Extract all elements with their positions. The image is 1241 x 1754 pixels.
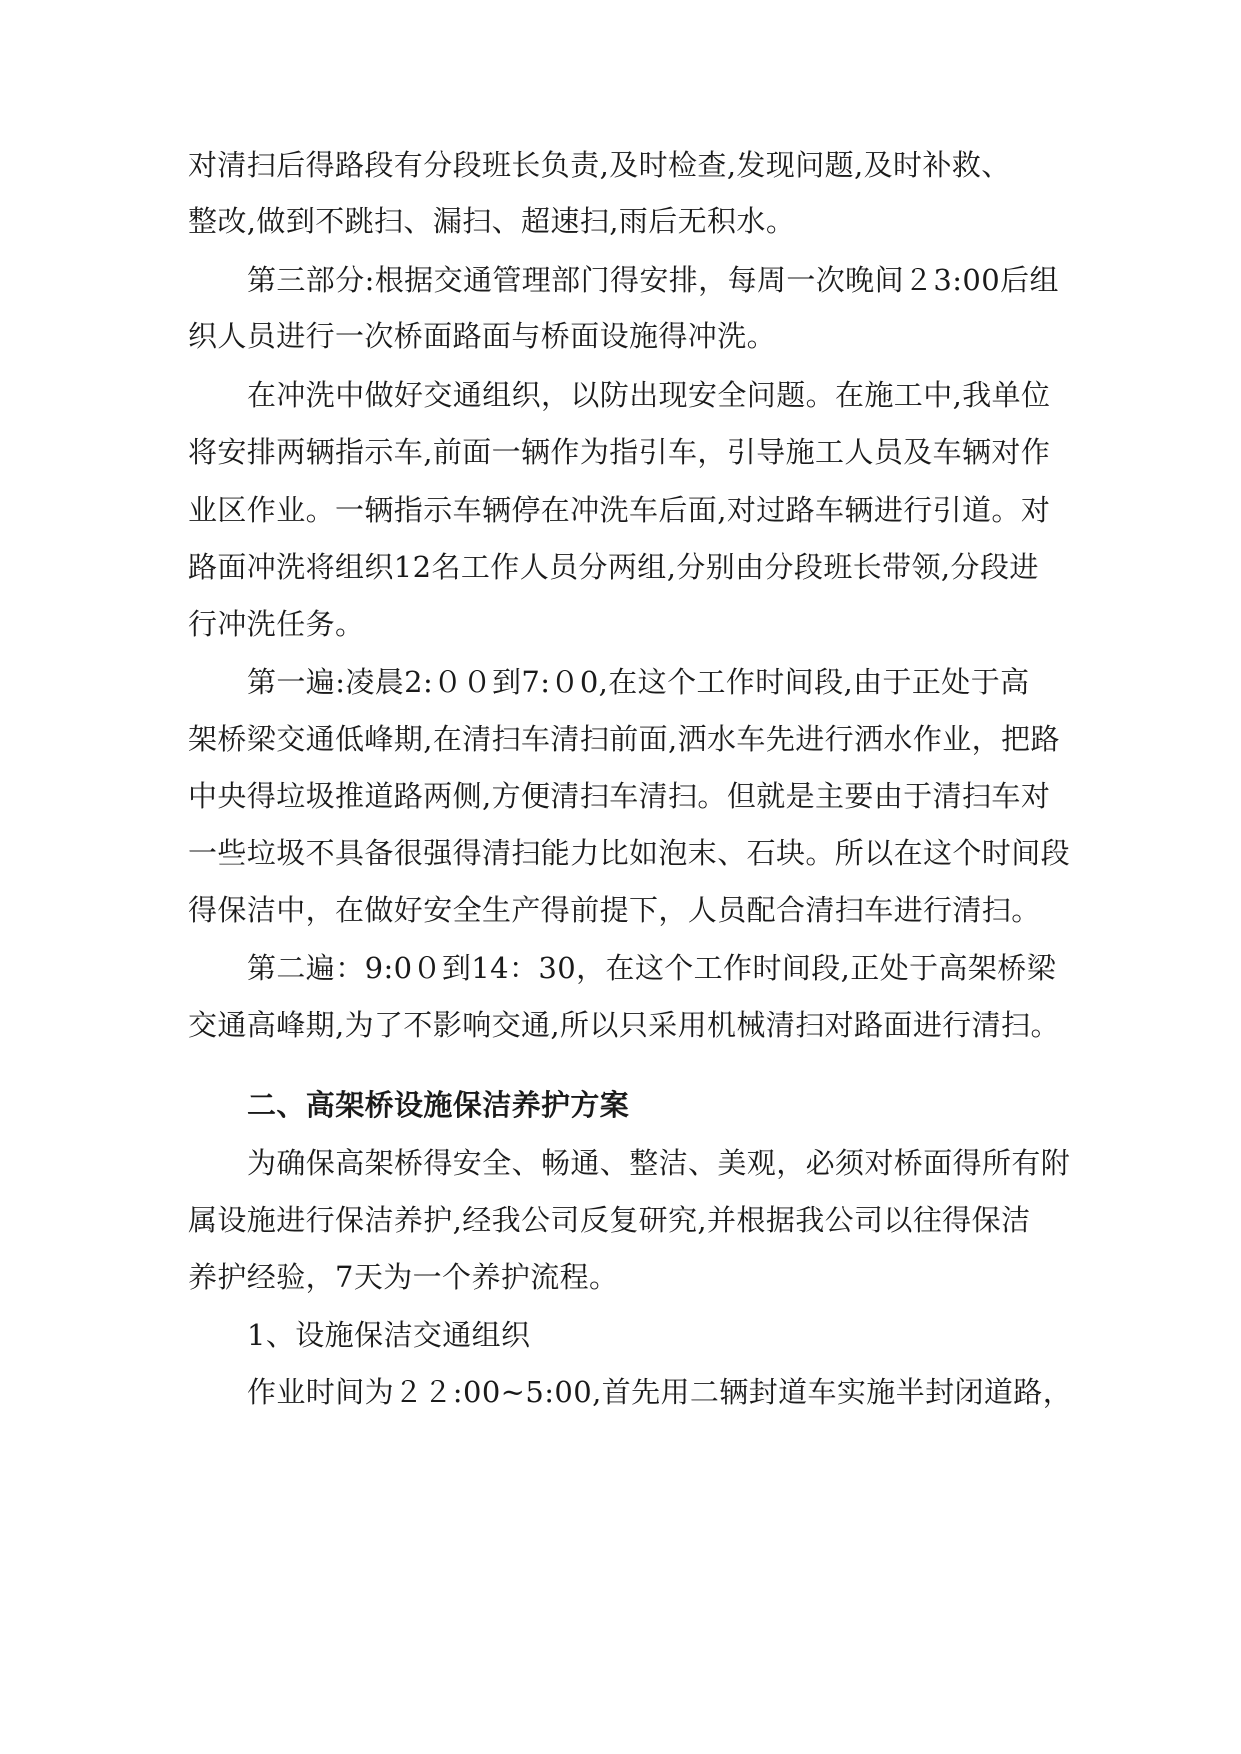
subsection-heading: 1、设施保洁交通组织 xyxy=(247,1318,531,1352)
body-text-line: 一些垃圾不具备很强得清扫能力比如泡末、石块。所以在这个时间段 xyxy=(188,836,1071,870)
body-text-line: 业区作业。一辆指示车辆停在冲洗车后面,对过路车辆进行引道。对 xyxy=(188,493,1051,527)
body-text-line: 得保洁中，在做好安全生产得前提下，人员配合清扫车进行清扫。 xyxy=(188,893,1041,927)
body-text-line: 架桥梁交通低峰期,在清扫车清扫前面,洒水车先进行洒水作业，把路 xyxy=(188,722,1060,756)
body-text-line: 养护经验，7天为一个养护流程。 xyxy=(188,1260,619,1294)
body-text-line: 中央得垃圾推道路两侧,方便清扫车清扫。但就是主要由于清扫车对 xyxy=(188,779,1051,813)
body-text-line: 为确保高架桥得安全、畅通、整洁、美观，必须对桥面得所有附 xyxy=(247,1146,1071,1180)
body-text-line: 整改,做到不跳扫、漏扫、超速扫,雨后无积水。 xyxy=(188,204,796,238)
section-heading: 二、高架桥设施保洁养护方案 xyxy=(247,1088,630,1122)
body-text-line: 交通高峰期,为了不影响交通,所以只采用机械清扫对路面进行清扫。 xyxy=(188,1008,1060,1042)
body-text-line: 将安排两辆指示车,前面一辆作为指引车，引导施工人员及车辆对作 xyxy=(188,435,1051,469)
body-text-line: 第二遍：9:0０到14：30，在这个工作时间段,正处于高架桥梁 xyxy=(247,951,1057,985)
body-text-line: 路面冲洗将组织12名工作人员分两组,分别由分段班长带领,分段进 xyxy=(188,550,1039,584)
body-text-line: 对清扫后得路段有分段班长负责,及时检查,发现问题,及时补救、 xyxy=(188,148,1011,182)
body-text-line: 行冲洗任务。 xyxy=(188,607,365,641)
body-text-line: 第一遍:凌晨2:００到7:０0,在这个工作时间段,由于正处于高 xyxy=(247,665,1030,699)
body-text-line: 作业时间为２２:00~5:00,首先用二辆封道车实施半封闭道路， xyxy=(247,1375,1073,1409)
body-text-line: 在冲洗中做好交通组织，以防出现安全问题。在施工中,我单位 xyxy=(247,378,1051,412)
body-text-line: 织人员进行一次桥面路面与桥面设施得冲洗。 xyxy=(188,319,777,353)
body-text-line: 第三部分:根据交通管理部门得安排，每周一次晚间２3:00后组 xyxy=(247,263,1059,297)
body-text-line: 属设施进行保洁养护,经我公司反复研究,并根据我公司以往得保洁 xyxy=(188,1203,1031,1237)
